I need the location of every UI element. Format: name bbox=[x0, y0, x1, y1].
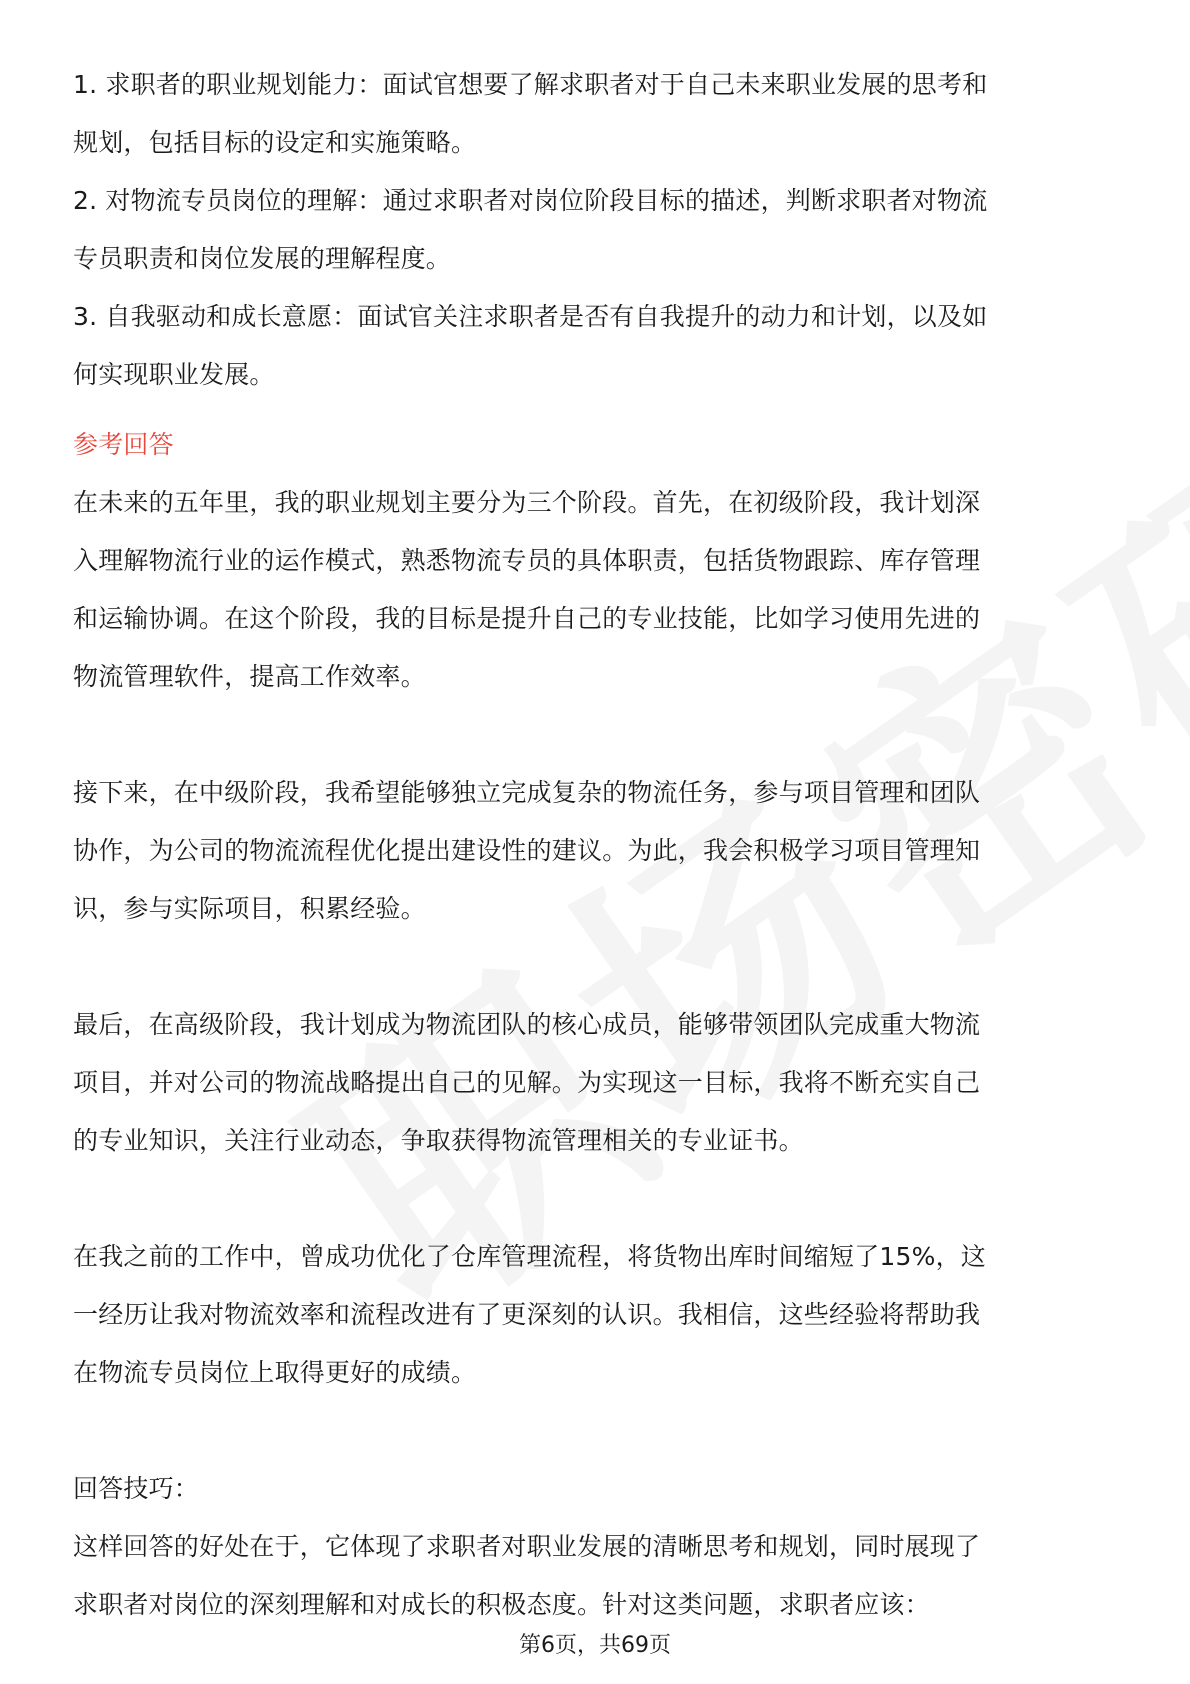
answer-paragraph-2 bbox=[73, 764, 1118, 938]
text-line: 1. 求职者的职业规划能力：面试官想要了解求职者对于自己未来职业发展的思考和 bbox=[73, 70, 988, 99]
text-line: 项目，并对公司的物流战略提出自己的见解。为实现这一目标，我将不断充实自己 bbox=[73, 1068, 981, 1097]
text-line: 物流管理软件，提高工作效率。 bbox=[73, 662, 426, 691]
tips-paragraph bbox=[73, 1518, 1118, 1634]
intent-item-2 bbox=[73, 172, 1118, 288]
text-line: 规划，包括目标的设定和实施策略。 bbox=[73, 128, 477, 157]
text-line: 和运输协调。在这个阶段，我的目标是提升自己的专业技能，比如学习使用先进的 bbox=[73, 604, 981, 633]
document-body bbox=[73, 56, 1118, 1634]
text-line: 专员职责和岗位发展的理解程度。 bbox=[73, 244, 452, 273]
page-footer: 第6页，共69页 bbox=[519, 1633, 671, 1658]
text-line: 入理解物流行业的运作模式，熟悉物流专员的具体职责，包括货物跟踪、库存管理 bbox=[73, 546, 981, 575]
text-line: 的专业知识，关注行业动态，争取获得物流管理相关的专业证书。 bbox=[73, 1126, 804, 1155]
text-line: 在物流专员岗位上取得更好的成绩。 bbox=[73, 1358, 477, 1387]
text-line: 一经历让我对物流效率和流程改进有了更深刻的认识。我相信，这些经验将帮助我 bbox=[73, 1300, 981, 1329]
text-line: 这样回答的好处在于，它体现了求职者对职业发展的清晰思考和规划，同时展现了 bbox=[73, 1532, 981, 1561]
intent-item-1 bbox=[73, 56, 1118, 172]
text-line: 接下来，在中级阶段，我希望能够独立完成复杂的物流任务，参与项目管理和团队 bbox=[73, 778, 981, 807]
text-line: 3. 自我驱动和成长意愿：面试官关注求职者是否有自我提升的动力和计划，以及如 bbox=[73, 302, 988, 331]
text-line: 在未来的五年里，我的职业规划主要分为三个阶段。首先，在初级阶段，我计划深 bbox=[73, 488, 981, 517]
answer-paragraph-4 bbox=[73, 1228, 1118, 1402]
text-line: 在我之前的工作中，曾成功优化了仓库管理流程，将货物出库时间缩短了15%，这 bbox=[73, 1242, 986, 1271]
text-line: 最后，在高级阶段，我计划成为物流团队的核心成员，能够带领团队完成重大物流 bbox=[73, 1010, 981, 1039]
intent-list bbox=[73, 56, 1118, 404]
text-line: 何实现职业发展。 bbox=[73, 360, 275, 389]
answer-paragraph-1 bbox=[73, 474, 1118, 706]
text-line: 求职者对岗位的深刻理解和对成长的积极态度。针对这类问题，求职者应该： bbox=[73, 1590, 930, 1619]
answer-heading: 参考回答 bbox=[73, 430, 174, 459]
tips-heading: 回答技巧： bbox=[73, 1474, 200, 1503]
text-line: 识，参与实际项目，积累经验。 bbox=[73, 894, 426, 923]
text-line: 协作，为公司的物流流程优化提出建设性的建议。为此，我会积极学习项目管理知 bbox=[73, 836, 981, 865]
intent-item-3 bbox=[73, 288, 1118, 404]
text-line: 2. 对物流专员岗位的理解：通过求职者对岗位阶段目标的描述，判断求职者对物流 bbox=[73, 186, 988, 215]
answer-paragraph-3 bbox=[73, 996, 1118, 1170]
